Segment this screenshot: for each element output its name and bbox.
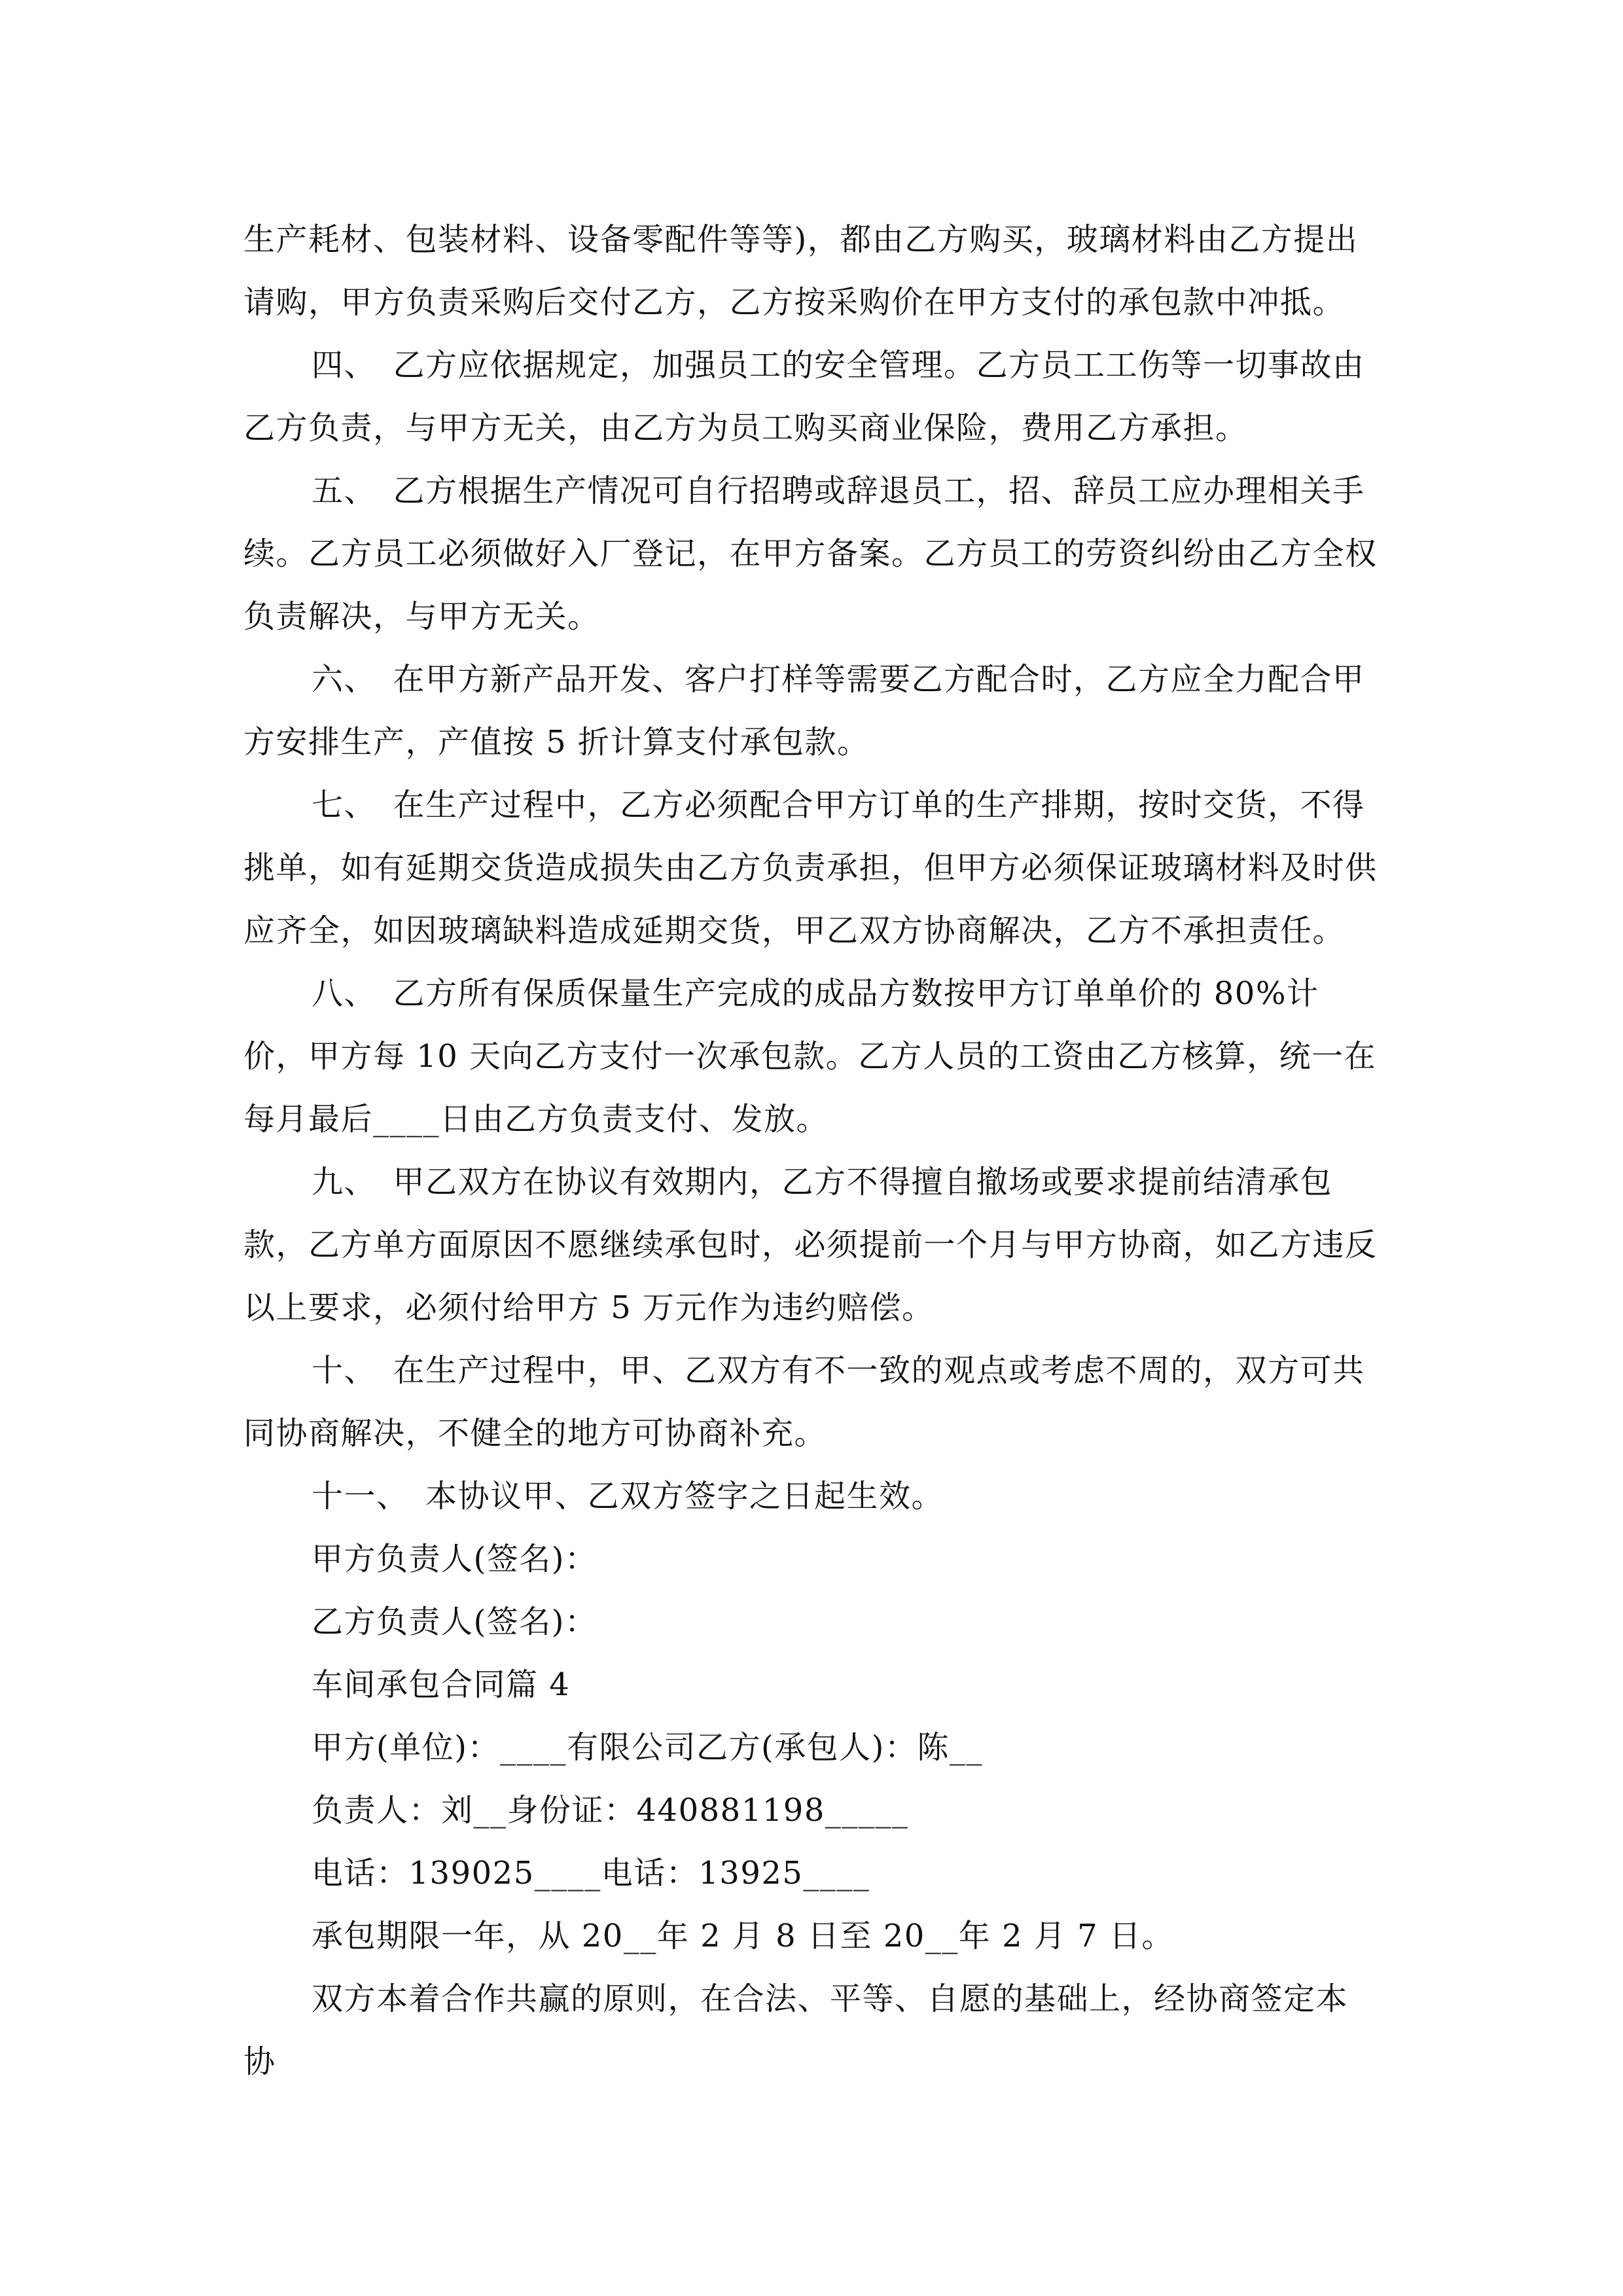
- document-body: [243, 208, 1380, 2093]
- paragraph-clause-6: 六、 在甲方新产品开发、客户打样等需要乙方配合时，乙方应全力配合甲方安排生产，产值按 5 折计算支付承包款。: [243, 661, 1365, 761]
- paragraph-materials: 生产耗材、包装材料、设备零配件等等)，都由乙方购买，玻璃材料由乙方提出请购，甲方负责采购后交付乙方，乙方按采购价在甲方支付的承包款中冲抵。: [243, 221, 1359, 321]
- paragraph-clause-9: 九、 甲乙双方在协议有效期内，乙方不得擅自撤场或要求提前结清承包款，乙方单方面原因不愿继续承包时，必须提前一个月与甲方协商，如乙方违反以上要求，必须付给甲方 5 万元作为违约赔偿。: [243, 1164, 1378, 1326]
- paragraph-clause-4: 四、 乙方应依据规定，加强员工的安全管理。乙方员工工伤等一切事故由乙方负责，与甲方无关，由乙方为员工购买商业保险，费用乙方承担。: [243, 347, 1365, 446]
- paragraph-clause-8: 八、 乙方所有保质保量生产完成的成品方数按甲方订单单价的 80%计价，甲方每 10 天向乙方支付一次承包款。乙方人员的工资由乙方核算，统一在每月最后____日由乙方负责支付、发放。: [243, 975, 1377, 1138]
- paragraph-clause-5: 五、 乙方根据生产情况可自行招聘或辞退员工，招、辞员工应办理相关手续。乙方员工必须做好入厂登记，在甲方备案。乙方员工的劳资纠纷由乙方全权负责解决，与甲方无关。: [243, 473, 1378, 635]
- paragraph-clause-11: 十一、 本协议甲、乙双方签字之日起生效。: [312, 1478, 944, 1515]
- section-title: 车间承包合同篇 4: [312, 1666, 571, 1703]
- signature-line-party-b: 乙方负责人(签名)：: [312, 1604, 597, 1640]
- party-line: 甲方(单位)：____有限公司乙方(承包人)：陈__: [312, 1729, 983, 1766]
- phone-line: 电话：139025____电话：13925____: [312, 1855, 870, 1892]
- contract-term-line: 承包期限一年，从 20__年 2 月 8 日至 20__年 2 月 7 日。: [312, 1918, 1174, 1954]
- responsible-person-line: 负责人：刘__身份证：440881198_____: [312, 1792, 909, 1829]
- paragraph-clause-7: 七、 在生产过程中，乙方必须配合甲方订单的生产排期，按时交货，不得挑单，如有延期交货造成损失由乙方负责承担，但甲方必须保证玻璃材料及时供应齐全，如因玻璃缺料造成延期交货，甲乙双方协商解决，乙方不承担责任。: [243, 787, 1378, 949]
- signature-line-party-a: 甲方负责人(签名)：: [312, 1541, 597, 1577]
- closing-paragraph: 双方本着合作共赢的原则，在合法、平等、自愿的基础上，经协商签定本协: [243, 1981, 1349, 2080]
- paragraph-clause-10: 十、 在生产过程中，甲、乙双方有不一致的观点或考虑不周的，双方可共同协商解决，不健全的地方可协商补充。: [243, 1352, 1365, 1452]
